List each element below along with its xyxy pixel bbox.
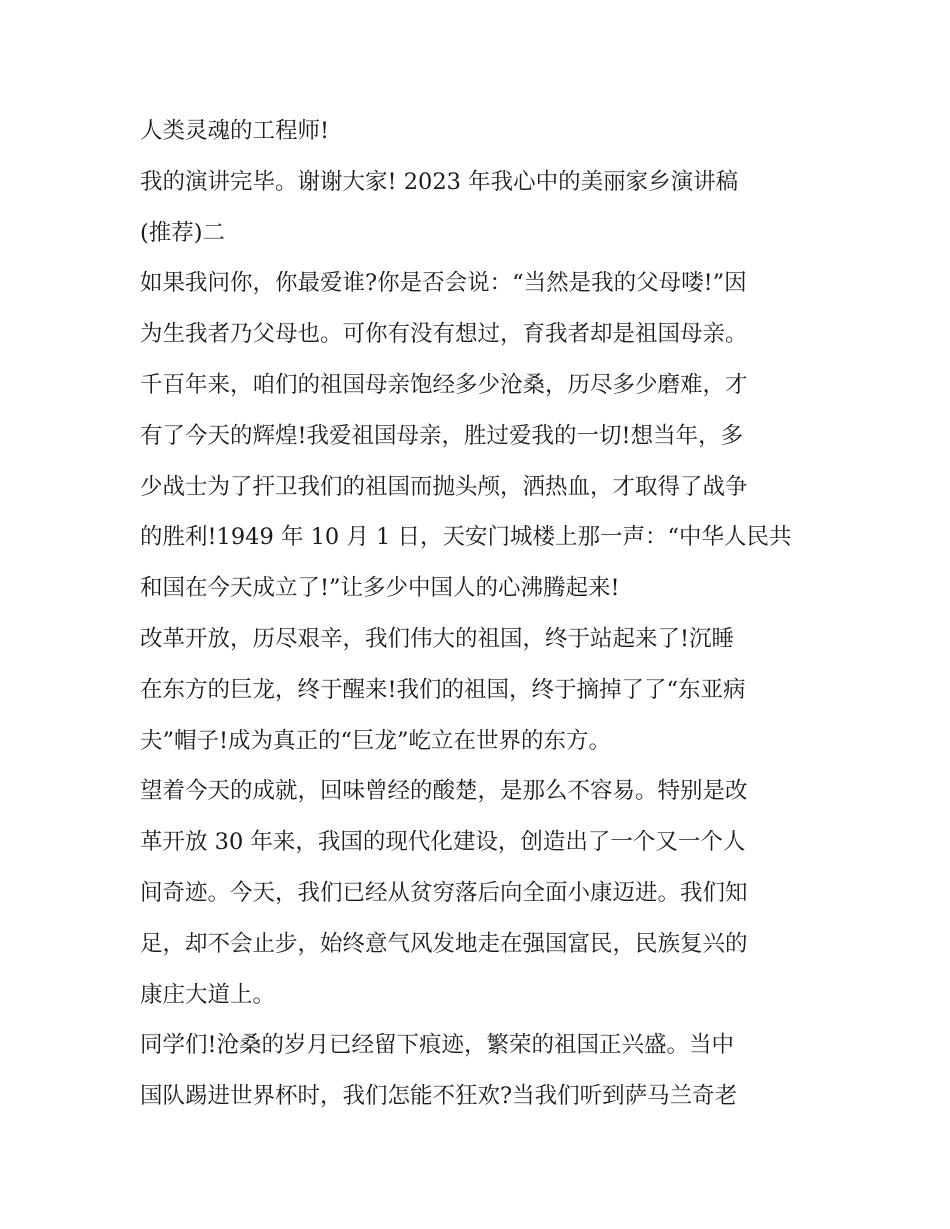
text-line: 如果我问你，你最爱谁?你是否会说：“当然是我的父母喽!”因 [140, 270, 747, 297]
text-line: 望着今天的成就，回味曾经的酸楚，是那么不容易。特别是改 [140, 778, 748, 805]
text-line: 同学们!沧桑的岁月已经留下痕迹，繁荣的祖国正兴盛。当中 [140, 1032, 735, 1059]
text-line: 国队踢进世界杯时，我们怎能不狂欢?当我们听到萨马兰奇老 [140, 1083, 738, 1110]
text-line: 为生我者乃父母也。可你有没有想过，育我者却是祖国母亲。 [140, 321, 748, 348]
text-line: 千百年来，咱们的祖国母亲饱经多少沧桑，历尽多少磨难，才 [140, 371, 748, 398]
text-line: (推荐)二 [140, 219, 226, 246]
text-line: 足，却不会止步，始终意气风发地走在强国富民，民族复兴的 [140, 930, 748, 957]
text-line: 的胜利!1949 年 10 月 1 日，天安门城楼上那一声：“中华人民共 [140, 524, 792, 551]
speech-text [140, 106, 820, 1122]
text-line: 在东方的巨龙，终于醒来!我们的祖国，终于摘掉了了“东亚病 [140, 676, 746, 703]
text-line: 改革开放，历尽艰辛，我们伟大的祖国，终于站起来了!沉睡 [140, 625, 735, 652]
text-line: 有了今天的辉煌!我爱祖国母亲，胜过爱我的一切!想当年，多 [140, 422, 744, 449]
text-line: 康庄大道上。 [140, 981, 276, 1008]
text-line: 和国在今天成立了!”让多少中国人的心沸腾起来! [140, 575, 620, 602]
text-line: 夫”帽子!成为真正的“巨龙”屹立在世界的东方。 [140, 727, 612, 754]
text-line: 间奇迹。今天，我们已经从贫穷落后向全面小康迈进。我们知 [140, 879, 748, 906]
text-line: 少战士为了扞卫我们的祖国而抛头颅，洒热血，才取得了战争 [140, 473, 748, 500]
text-line: 革开放 30 年来，我国的现代化建设，创造出了一个又一个人 [140, 829, 746, 856]
text-line: 人类灵魂的工程师! [140, 118, 330, 144]
text-line: 我的演讲完毕。谢谢大家! 2023 年我心中的美丽家乡演讲稿 [140, 168, 739, 195]
